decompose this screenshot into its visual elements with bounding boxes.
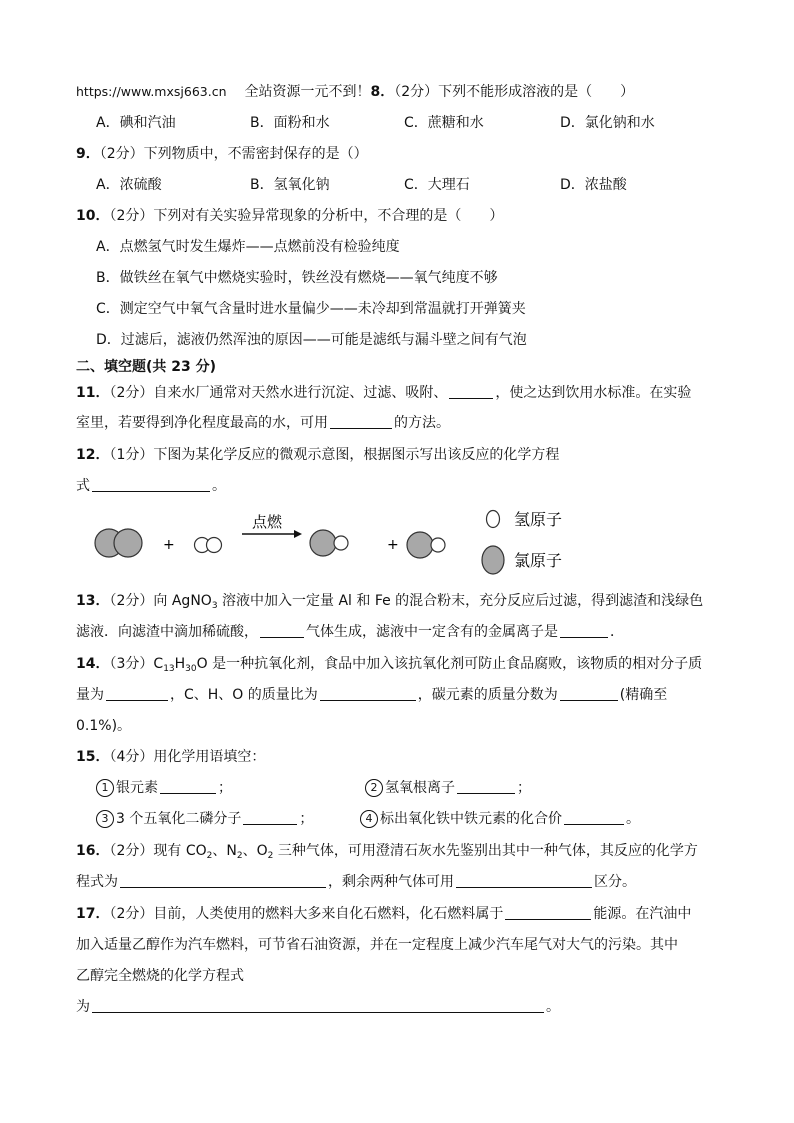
q9-line: 9．（2分）下列物质中，不需密封保存的是（） bbox=[76, 146, 368, 162]
plus-sign-2: + bbox=[387, 537, 399, 553]
q15-blank-3[interactable] bbox=[243, 810, 297, 825]
q10-text: 下列对有关实验异常现象的分析中，不合理的是（ ） bbox=[153, 208, 504, 224]
q14-line-2: 量为 ，C、H、O 的质量比为 ，碳元素的质量分数为 (精确至 bbox=[76, 687, 668, 703]
q15-item-3: 3 3 个五氧化二磷分子 ； bbox=[96, 809, 313, 829]
q8-option-b: B．面粉和水 bbox=[250, 115, 330, 131]
q14-blank-1[interactable] bbox=[106, 686, 168, 701]
reaction-diagram bbox=[90, 505, 590, 585]
plus-sign-1: + bbox=[163, 537, 175, 553]
q16-line-2: 程式为 ，剩余两种气体可用 区分。 bbox=[76, 874, 636, 890]
q9-option-b: B．氢氧化钠 bbox=[250, 177, 330, 193]
q9-text: 下列物质中，不需密封保存的是（） bbox=[143, 146, 368, 162]
q10-option-b: B．做铁丝在氧气中燃烧实验时，铁丝没有燃烧——氧气纯度不够 bbox=[96, 270, 498, 286]
q11-line-2: 室里，若要得到净化程度最高的水，可用 的方法。 bbox=[76, 415, 450, 431]
hcl-molecule-1 bbox=[310, 530, 348, 556]
legend-chlorine: 氯原子 bbox=[514, 551, 563, 570]
q9-option-a: A．浓硫酸 bbox=[96, 177, 162, 193]
q10-line: 10．（2分）下列对有关实验异常现象的分析中，不合理的是（ ） bbox=[76, 208, 504, 224]
site-promo: 全站资源一元不到！ bbox=[244, 84, 371, 100]
q14-line: 14．（3分）$C_{13}H_{30}O$ 是一种抗氧化剂，食品中加入该抗氧化剂可防止食品腐败，该物质的相对分子质 bbox=[76, 656, 703, 674]
legend bbox=[482, 510, 562, 574]
q13-line: 13．（2分）向 AgNO$_3$ 溶液中加入一定量 Al 和 Fe 的混合粉末，充分反应后过滤，得到滤渣和浅绿色 bbox=[76, 593, 704, 611]
q10-option-a: A．点燃氢气时发生爆炸——点燃前没有检验纯度 bbox=[96, 239, 400, 255]
arrow-label: 点燃 bbox=[252, 513, 283, 531]
q14-line-3: 0.1%)。 bbox=[76, 718, 132, 734]
q14-blank-3[interactable] bbox=[560, 686, 618, 701]
q10-option-d: D．过滤后，滤液仍然浑浊的原因——可能是滤纸与漏斗壁之间有气泡 bbox=[96, 332, 527, 348]
q17-blank-2[interactable] bbox=[92, 998, 544, 1013]
q12-blank[interactable] bbox=[92, 477, 210, 492]
q8-option-d: D．氯化钠和水 bbox=[560, 115, 655, 131]
q13-blank-1[interactable] bbox=[260, 623, 304, 638]
q8-number: 8． bbox=[370, 84, 395, 100]
hydrogen-atom-icon bbox=[487, 511, 500, 528]
q17-line-2: 加入适量乙醇作为汽车燃料，可节省石油资源，并在一定程度上减少汽车尾气对大气的污染。其中 bbox=[76, 937, 678, 953]
hcl-molecule-2 bbox=[407, 532, 445, 558]
q11-blank-1[interactable] bbox=[449, 384, 493, 399]
section-title: 二、填空题(共 23 分) bbox=[76, 359, 217, 375]
q15-blank-4[interactable] bbox=[564, 810, 624, 825]
q12-line-2: 式 。 bbox=[76, 478, 226, 494]
q14-blank-2[interactable] bbox=[320, 686, 416, 701]
site-url[interactable]: https://www.mxsj663.cn bbox=[76, 84, 227, 99]
q15-blank-1[interactable] bbox=[160, 779, 216, 794]
q9-option-d: D．浓盐酸 bbox=[560, 177, 627, 193]
q17-line-3: 乙醇完全燃烧的化学方程式 bbox=[76, 968, 244, 984]
q15-item-4: 4 标出氧化铁中铁元素的化合价 。 bbox=[360, 809, 640, 829]
q16-line: 16．（2分）现有 $CO_2$、$N_2$、$O_2$ 三种气体，可用澄清石灰水先鉴别出其中一种气体，其反应的化学方 bbox=[76, 843, 698, 861]
q17-line: 17．（2分）目前，人类使用的燃料大多来自化石燃料，化石燃料属于 能源。在汽油中 bbox=[76, 906, 692, 922]
q8-text: 下列不能形成溶液的是（ ） bbox=[438, 84, 635, 100]
q17-blank-1[interactable] bbox=[505, 905, 591, 920]
q16-blank-1[interactable] bbox=[120, 873, 326, 888]
q9-option-c: C．大理石 bbox=[404, 177, 470, 193]
h2-molecule bbox=[195, 538, 222, 553]
q8-option-a: A．碘和汽油 bbox=[96, 115, 176, 131]
q10-option-c: C．测定空气中氧气含量时进水量偏少——未冷却到常温就打开弹簧夹 bbox=[96, 301, 526, 317]
q8-option-c: C．蔗糖和水 bbox=[404, 115, 484, 131]
reaction-arrow-icon bbox=[242, 530, 302, 538]
chlorine-atom-icon bbox=[482, 546, 504, 574]
q13-blank-2[interactable] bbox=[560, 623, 608, 638]
q8-line: https://www.mxsj663.cn 全站资源一元不到！8．（2分）下列不能形成溶液的是（ ） bbox=[76, 84, 635, 100]
q15-line: 15．（4分）用化学用语填空： bbox=[76, 749, 266, 765]
q15-blank-2[interactable] bbox=[457, 779, 515, 794]
q15-item-2: 2 氢氧根离子 ； bbox=[365, 778, 531, 798]
q12-line: 12．（1分）下图为某化学反应的微观示意图，根据图示写出该反应的化学方程 bbox=[76, 447, 560, 463]
q17-line-4: 为 。 bbox=[76, 999, 560, 1015]
q11-line: 11．（2分）自来水厂通常对天然水进行沉淀、过滤、吸附、 ，使之达到饮用水标准。在实验 bbox=[76, 385, 692, 401]
q11-blank-2[interactable] bbox=[330, 414, 392, 429]
q15-item-1: 1 银元素 ； bbox=[96, 778, 232, 798]
q16-blank-2[interactable] bbox=[456, 873, 592, 888]
q13-line-2: 滤液．向滤渣中滴加稀硫酸， 气体生成，滤液中一定含有的金属离子是 ． bbox=[76, 624, 624, 640]
cl2-molecule bbox=[95, 529, 142, 557]
legend-hydrogen: 氢原子 bbox=[514, 510, 563, 529]
